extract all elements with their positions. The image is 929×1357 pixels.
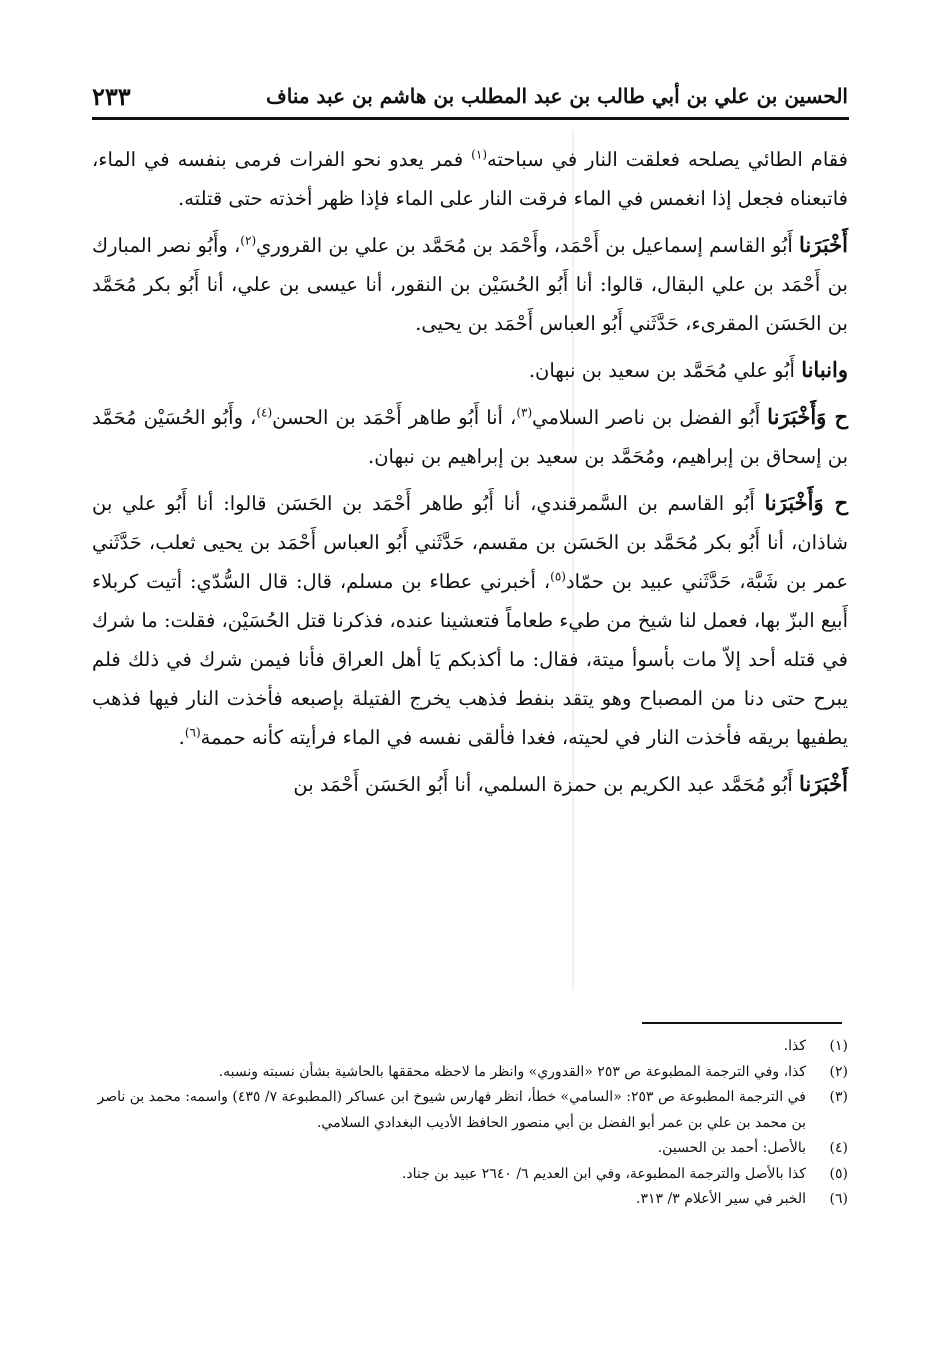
page-number: ٢٣٣ <box>92 81 131 111</box>
footnote-number: (٥) <box>829 1165 848 1182</box>
footnote-number: (٤) <box>829 1140 848 1156</box>
footnote-text: بالأصل: أحمد بن الحسين. <box>657 1140 806 1156</box>
header-rule <box>92 117 849 120</box>
main-text <box>92 140 848 811</box>
footnote <box>92 1085 848 1136</box>
footnote-separator <box>642 1022 842 1024</box>
paragraph <box>92 397 848 476</box>
footnote <box>92 1162 848 1188</box>
footnote-ref: (٤) <box>256 405 273 420</box>
footnote <box>92 1187 848 1213</box>
text-run: ، أنا أَبُو طاهر أَحْمَد بن الحسن <box>272 406 517 429</box>
text-run: فقام الطائي يصلحه فعلقت النار في سباحته <box>487 148 848 171</box>
footnote <box>92 1136 848 1162</box>
text-run: فمر يعدو نحو الفرات فرمى بنفسه في الماء، فاتبعناه فجعل إذا انغمس في الماء فرقت النار على الماء فإذا ظهر أخذته حتى قتلته. <box>92 148 848 210</box>
footnote-ref: (١) <box>471 147 487 162</box>
footnote-number: (٢) <box>829 1063 848 1080</box>
narration-lead: ح وَأَخْبَرَنا <box>764 490 848 515</box>
footnote-text: الخبر في سير الأعلام ٣/ ٣١٣. <box>636 1191 806 1207</box>
page-header <box>92 78 848 114</box>
footnote <box>92 1060 848 1086</box>
footnote-text: كذا. <box>783 1038 806 1054</box>
text-run: أَبُو القاسم إسماعيل بن أَحْمَد، وأَحْمَد بن مُحَمَّد بن علي بن القروري <box>256 234 800 257</box>
text-run: أَبُو القاسم بن السَّمرقندي، أنا أَبُو طاهر أَحْمَد بن الحَسَن قالوا: أنا أَبُو علي بن شاذان، أنا أَبُو بكر مُحَمَّد بن الحَسَن بن مقسم، حَدَّثَني أَبُو العباس أَحْمَد بن يحيى ثعلب، حَدَّثَني عمر بن شَبَّة، حَدَّثَني عبيد بن حمّاد <box>92 492 848 593</box>
text-run: ، أخبرني عطاء بن مسلم، قال: قال السُّدّي: أتيت كربلاء أَبيع البزّ بها، فعمل لنا شيخ من طيء طعاماً فتعشينا عنده، فذكرنا قتل الحُسَيْن، فقلت: ما شرك في قتله أحد إلاّ مات بأسوأ ميتة، فقال: ما أكذبكم يَا أهل العراق فأنا فيمن شرك في ذلك فلم يبرح حتى دنا من المصباح وهو يتقد بنفط فذهب يخرج الفتيلة بإصبعه فأخذت النار فيها فذهب يطفيها بريقه فأخذت النار في لحيته، فغدا فألقى نفسه في الماء فرأيته كأنه حممة <box>92 570 848 749</box>
narration-lead: وانبانا <box>801 357 848 382</box>
narration-lead: أَخْبَرَنا <box>799 232 848 257</box>
footnote-number: (٣) <box>829 1089 848 1105</box>
text-run: ، وأَبُو الحُسَيْن مُحَمَّد بن إسحاق بن إبراهيم، ومُحَمَّد بن سعيد بن إبراهيم بن نبهان. <box>92 406 848 468</box>
footnote <box>92 1034 848 1060</box>
text-run: ، وأَبُو نصر المبارك بن أَحْمَد بن علي البقال، قالوا: أنا أَبُو الحُسَيْن بن النقور، أنا عيسى بن علي، أنا أَبُو بكر مُحَمَّد بن الحَسَن المقرىء، حَدَّثَني أَبُو العباس أَحْمَد بن يحيى. <box>92 234 848 335</box>
paragraph <box>92 483 848 757</box>
footnote-number: (١) <box>829 1038 848 1054</box>
running-title: الحسين بن علي بن أبي طالب بن عبد المطلب بن هاشم بن عبد مناف <box>266 84 848 108</box>
footnote-text: كذا بالأصل والترجمة المطبوعة، وفي ابن العديم ٦/ ٢٦٤٠ عبيد بن جناد. <box>401 1165 806 1182</box>
footnote-number: (٦) <box>829 1191 848 1207</box>
footnote-text: في الترجمة المطبوعة ص ٢٥٣: «السامي» خطأ، انظر فهارس شيوخ ابن عساكر (المطبوعة ٧/ ٤٣٥) واسمه: محمد بن ناصر بن محمد بن علي بن عمر أبو الفضل بن أبي منصور الحافظ الأديب البغدادي السلامي. <box>97 1089 806 1131</box>
footnote-ref: (٢) <box>240 233 257 248</box>
text-run: . <box>178 726 185 749</box>
text-run: أَبُو الفضل بن ناصر السلامي <box>532 406 768 429</box>
footnote-ref: (٣) <box>516 405 533 420</box>
paragraph <box>92 764 848 804</box>
text-run: أَبُو علي مُحَمَّد بن سعيد بن نبهان. <box>528 359 802 382</box>
footnote-text: كذا، وفي الترجمة المطبوعة ص ٢٥٣ «القدوري» وانظر ما لاحظه محققها بالحاشية بشأن نسبته ونسبه. <box>218 1063 806 1080</box>
paragraph <box>92 350 848 390</box>
text-run: أَبُو مُحَمَّد عبد الكريم بن حمزة السلمي، أنا أَبُو الحَسَن أَحْمَد بن <box>293 773 800 796</box>
paragraph <box>92 225 848 343</box>
narration-lead: أَخْبَرَنا <box>799 771 848 796</box>
footnote-ref: (٦) <box>184 725 201 740</box>
narration-lead: ح وَأَخْبَرَنا <box>767 404 848 429</box>
footnotes <box>92 1034 848 1213</box>
paragraph <box>92 140 848 218</box>
footnote-ref: (٥) <box>550 569 566 584</box>
